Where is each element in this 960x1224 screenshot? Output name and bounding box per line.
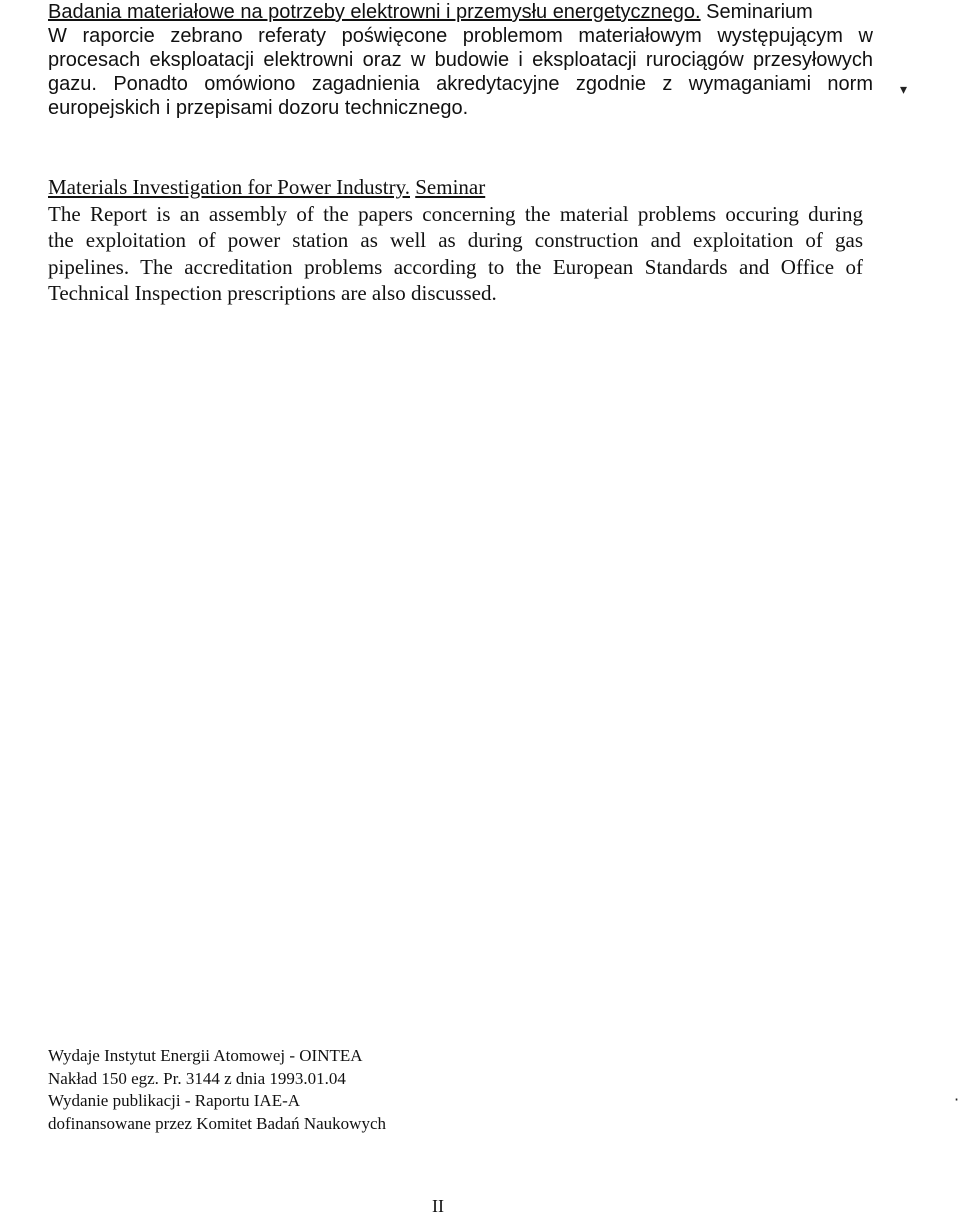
page-number: II <box>432 1196 444 1216</box>
english-abstract <box>48 174 863 307</box>
imprint-line-2: Nakład 150 egz. Pr. 3144 z dnia 1993.01.04 <box>48 1068 346 1088</box>
imprint-line-3: Wydanie publikacji - Raportu IAE-A <box>48 1091 301 1110</box>
polish-title: Badania materiałowe na potrzeby elektrowni i przemysłu energetycznego. <box>48 1 701 23</box>
imprint <box>48 1045 386 1135</box>
polish-line-4: europejskich i przepisami dozoru technicznego. <box>48 97 469 119</box>
polish-title-suffix: Seminarium <box>706 1 813 23</box>
polish-abstract <box>48 0 873 120</box>
english-line-2: the exploitation of power station as well as during construction and exploitation of gas <box>48 228 863 252</box>
english-line-3: pipelines. The accreditation problems according to the European Standards and Office of <box>48 254 863 279</box>
arrow-mark-icon: ▾ <box>900 82 908 98</box>
english-title: Materials Investigation for Power Industry. <box>48 175 410 199</box>
polish-line-2: procesach eksploatacji elektrowni oraz w budowie i eksploatacji rurociągów przesyłowych <box>48 49 873 71</box>
english-title-line <box>48 174 863 201</box>
english-title-suffix: Seminar <box>415 175 486 199</box>
english-line-4: Technical Inspection prescriptions are also discussed. <box>48 281 497 305</box>
english-line-1: The Report is an assembly of the papers concerning the material problems occuring during <box>48 201 863 226</box>
polish-line-1: W raporcie zebrano referaty poświęcone problemom materiałowym występującym w <box>48 25 873 47</box>
imprint-line-1: Wydaje Instytut Energii Atomowej - OINTEA <box>48 1046 363 1065</box>
dot-mark-icon: · <box>954 1090 960 1109</box>
imprint-line-4: dofinansowane przez Komitet Badań Naukowych <box>48 1113 386 1133</box>
polish-line-3: gazu. Ponadto omówiono zagadnienia akredytacyjne zgodnie z wymaganiami norm <box>48 73 873 95</box>
polish-title-line <box>48 0 873 24</box>
